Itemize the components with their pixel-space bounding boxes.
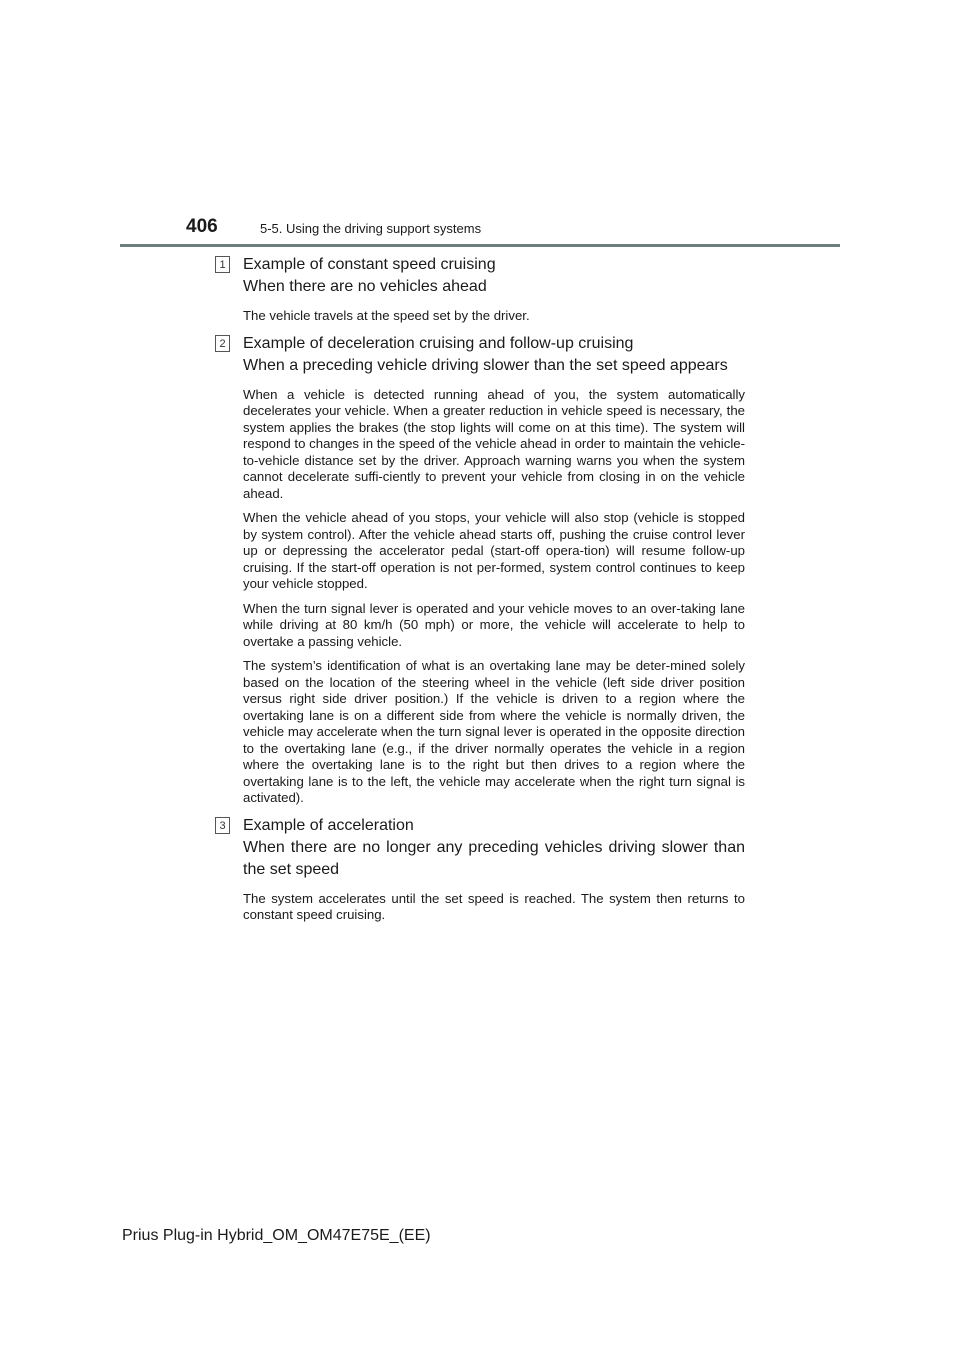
header-divider bbox=[120, 244, 840, 247]
item-title: Example of constant speed cruising bbox=[243, 256, 496, 273]
section-title: 5-5. Using the driving support systems bbox=[260, 221, 482, 236]
item-number-badge: 2 bbox=[215, 335, 230, 352]
list-item-deceleration bbox=[215, 333, 745, 807]
item-subtitle: When there are no vehicles ahead bbox=[243, 278, 487, 295]
item-number-badge: 1 bbox=[215, 256, 230, 273]
item-paragraph: The vehicle travels at the speed set by the driver. bbox=[243, 308, 530, 323]
item-paragraph: When a vehicle is detected running ahead of you, the system automatically decelerates your vehicle. When a greater reduction in vehicle speed is necessary, the system applies the brakes (the stop lights will come on at this time). The system will respond to changes in the speed of the vehicle ahead in order to maintain the vehicle-to-vehicle distance set by the driver. Approach warning warns you when the system cannot decelerate suffi-ciently to prevent your vehicle from closing in on the vehicle ahead. bbox=[243, 386, 745, 501]
page-number: 406 bbox=[186, 216, 218, 237]
item-paragraph: The system’s identification of what is an overtaking lane may be deter-mined solely based on the location of the steering wheel in the vehicle (left side driver position versus right side driver position.) If the vehicle is driven to a region where the overtaking lane is on a different side from where the vehicle is normally driven, the vehicle may accelerate when the turn signal lever is operated in the opposite direction to the overtaking lane (e.g., if the driver normally operates the vehicle in a region where the overtaking lane is to the right but then drives to a region where the overtaking lane is to the left, the vehicle may accelerate when the right turn signal is activated). bbox=[243, 658, 745, 805]
item-subtitle: When a preceding vehicle driving slower than the set speed appears bbox=[243, 356, 728, 374]
item-paragraph: When the turn signal lever is operated and your vehicle moves to an over-taking lane while driving at 80 km/h (50 mph) or more, the vehicle will accelerate to help to overtake a passing vehicle. bbox=[243, 600, 745, 649]
list-item-acceleration bbox=[215, 815, 745, 924]
document-footer: Prius Plug-in Hybrid_OM_OM47E75E_(EE) bbox=[122, 1227, 431, 1244]
item-title: Example of acceleration bbox=[243, 816, 414, 834]
item-number-badge: 3 bbox=[215, 817, 230, 834]
item-paragraph: When the vehicle ahead of you stops, your vehicle will also stop (vehicle is stopped by system control). After the vehicle ahead starts off, pushing the cruise control lever up or depressing the accelerator pedal (start-off opera-tion) will resume follow-up cruising. If the start-off operation is not per-formed, system control continues to keep your vehicle stopped. bbox=[243, 510, 745, 591]
main-content bbox=[215, 254, 745, 924]
item-subtitle: When there are no longer any preceding vehicles driving slower than the set speed bbox=[243, 838, 745, 878]
page-header bbox=[186, 216, 786, 246]
item-paragraph: The system accelerates until the set speed is reached. The system then returns to constant speed cruising. bbox=[243, 890, 745, 922]
list-item-constant-speed bbox=[215, 254, 745, 325]
item-title: Example of deceleration cruising and follow-up cruising bbox=[243, 334, 634, 352]
